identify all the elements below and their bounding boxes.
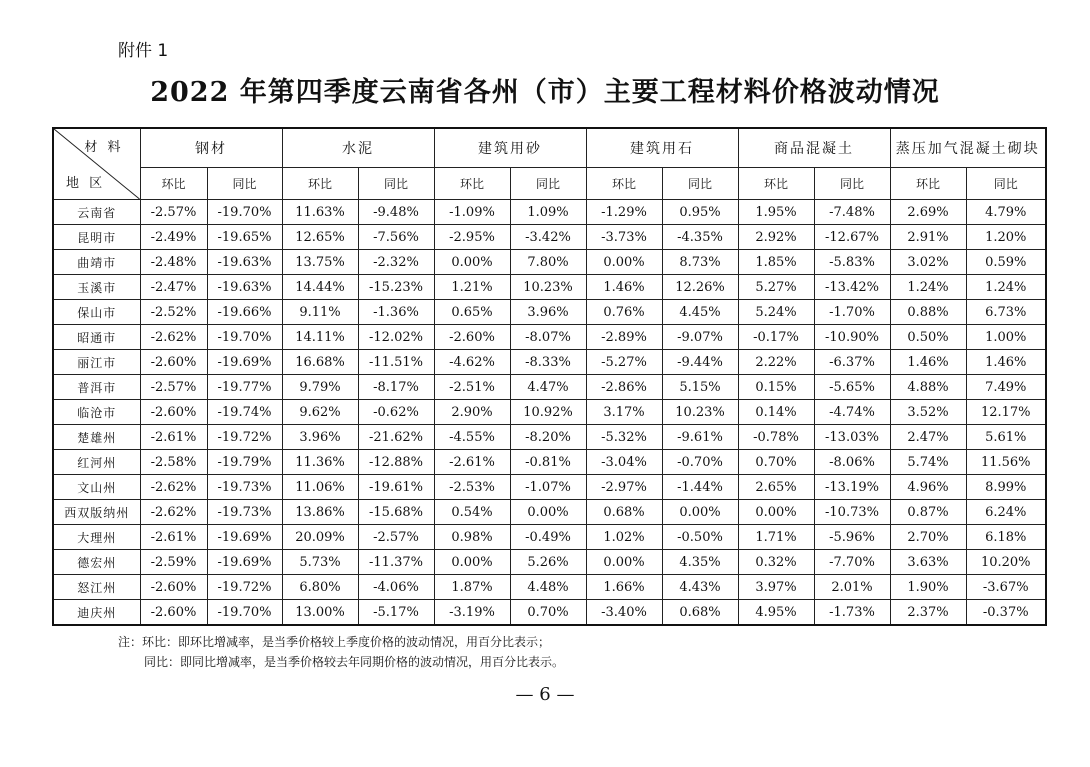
yoy-value-cell: -2.32% — [358, 250, 434, 275]
yoy-value-cell: 6.18% — [966, 525, 1046, 550]
mom-value-cell: 1.02% — [586, 525, 662, 550]
corner-material-label: 材 料 — [84, 140, 124, 155]
mom-value-cell: 11.63% — [282, 200, 358, 225]
mom-value-cell: 0.00% — [434, 250, 510, 275]
yoy-value-cell: 6.73% — [966, 300, 1046, 325]
table-row — [53, 550, 1046, 575]
yoy-value-cell: 6.24% — [966, 500, 1046, 525]
yoy-value-cell: -5.17% — [358, 600, 434, 626]
yoy-value-cell: 8.99% — [966, 475, 1046, 500]
mom-value-cell: -0.17% — [738, 325, 814, 350]
mom-value-cell: -2.60% — [140, 575, 207, 600]
mom-value-cell: -2.57% — [140, 375, 207, 400]
region-cell: 红河州 — [53, 450, 140, 475]
yoy-value-cell: -7.48% — [814, 200, 890, 225]
region-cell: 昭通市 — [53, 325, 140, 350]
mom-value-cell: 9.11% — [282, 300, 358, 325]
mom-value-cell: -2.97% — [586, 475, 662, 500]
subheader-yoy: 同比 — [966, 168, 1046, 200]
yoy-value-cell: -21.62% — [358, 425, 434, 450]
yoy-value-cell: -11.37% — [358, 550, 434, 575]
mom-value-cell: 1.71% — [738, 525, 814, 550]
region-cell: 西双版纳州 — [53, 500, 140, 525]
mom-value-cell: -2.86% — [586, 375, 662, 400]
mom-value-cell: 1.66% — [586, 575, 662, 600]
yoy-value-cell: -7.70% — [814, 550, 890, 575]
subheader-mom: 环比 — [738, 168, 814, 200]
table-row — [53, 350, 1046, 375]
table-row — [53, 250, 1046, 275]
mom-value-cell: -4.62% — [434, 350, 510, 375]
mom-value-cell: 1.87% — [434, 575, 510, 600]
region-cell: 丽江市 — [53, 350, 140, 375]
mom-value-cell: 1.95% — [738, 200, 814, 225]
mom-value-cell: 3.02% — [890, 250, 966, 275]
yoy-value-cell: 0.59% — [966, 250, 1046, 275]
corner-header — [53, 128, 140, 200]
mom-value-cell: 14.44% — [282, 275, 358, 300]
yoy-value-cell: -1.44% — [662, 475, 738, 500]
yoy-value-cell: -12.88% — [358, 450, 434, 475]
mom-value-cell: 5.27% — [738, 275, 814, 300]
mom-value-cell: 0.14% — [738, 400, 814, 425]
subheader-yoy: 同比 — [358, 168, 434, 200]
mom-value-cell: 13.00% — [282, 600, 358, 626]
yoy-value-cell: -0.81% — [510, 450, 586, 475]
yoy-value-cell: -0.50% — [662, 525, 738, 550]
yoy-value-cell: -0.49% — [510, 525, 586, 550]
mom-value-cell: 1.46% — [586, 275, 662, 300]
yoy-value-cell: -19.70% — [207, 325, 282, 350]
price-fluctuation-table — [52, 127, 1047, 626]
mom-value-cell: -4.55% — [434, 425, 510, 450]
yoy-value-cell: -1.07% — [510, 475, 586, 500]
material-header-cement: 水泥 — [282, 128, 434, 168]
mom-value-cell: -2.59% — [140, 550, 207, 575]
yoy-value-cell: -19.63% — [207, 275, 282, 300]
mom-value-cell: 4.88% — [890, 375, 966, 400]
yoy-value-cell: -1.73% — [814, 600, 890, 626]
yoy-value-cell: -19.73% — [207, 500, 282, 525]
mom-value-cell: 0.87% — [890, 500, 966, 525]
mom-value-cell: 1.46% — [890, 350, 966, 375]
yoy-value-cell: -0.62% — [358, 400, 434, 425]
yoy-value-cell: -8.06% — [814, 450, 890, 475]
yoy-value-cell: -19.72% — [207, 425, 282, 450]
mom-value-cell: -2.48% — [140, 250, 207, 275]
yoy-value-cell: -1.36% — [358, 300, 434, 325]
yoy-value-cell: -19.69% — [207, 525, 282, 550]
corner-region-label: 地 区 — [66, 176, 106, 191]
yoy-value-cell: -19.63% — [207, 250, 282, 275]
mom-value-cell: -3.04% — [586, 450, 662, 475]
table-row — [53, 450, 1046, 475]
yoy-value-cell: 3.96% — [510, 300, 586, 325]
mom-value-cell: -2.60% — [140, 600, 207, 626]
mom-value-cell: 14.11% — [282, 325, 358, 350]
yoy-value-cell: -19.77% — [207, 375, 282, 400]
yoy-value-cell: -0.37% — [966, 600, 1046, 626]
mom-value-cell: 0.00% — [738, 500, 814, 525]
subheader-yoy: 同比 — [207, 168, 282, 200]
yoy-value-cell: 1.00% — [966, 325, 1046, 350]
subheader-mom: 环比 — [890, 168, 966, 200]
mom-value-cell: 5.24% — [738, 300, 814, 325]
yoy-value-cell: 4.43% — [662, 575, 738, 600]
mom-value-cell: 2.69% — [890, 200, 966, 225]
mom-value-cell: 2.65% — [738, 475, 814, 500]
mom-value-cell: 1.90% — [890, 575, 966, 600]
yoy-value-cell: -19.69% — [207, 550, 282, 575]
yoy-value-cell: 1.24% — [966, 275, 1046, 300]
table-row — [53, 425, 1046, 450]
table-row — [53, 200, 1046, 225]
mom-value-cell: 3.17% — [586, 400, 662, 425]
yoy-value-cell: 4.48% — [510, 575, 586, 600]
table-row — [53, 400, 1046, 425]
mom-value-cell: -2.60% — [140, 400, 207, 425]
mom-value-cell: 0.98% — [434, 525, 510, 550]
mom-value-cell: 3.96% — [282, 425, 358, 450]
yoy-value-cell: -4.74% — [814, 400, 890, 425]
document-title: 2022 年第四季度云南省各州（市）主要工程材料价格波动情况 — [150, 77, 940, 108]
yoy-value-cell: -19.73% — [207, 475, 282, 500]
yoy-value-cell: -3.42% — [510, 225, 586, 250]
yoy-value-cell: -4.35% — [662, 225, 738, 250]
yoy-value-cell: -19.74% — [207, 400, 282, 425]
region-cell: 玉溪市 — [53, 275, 140, 300]
yoy-value-cell: -9.44% — [662, 350, 738, 375]
mom-value-cell: 1.21% — [434, 275, 510, 300]
mom-value-cell: -2.95% — [434, 225, 510, 250]
table-row — [53, 300, 1046, 325]
mom-value-cell: -5.27% — [586, 350, 662, 375]
yoy-value-cell: 7.49% — [966, 375, 1046, 400]
mom-value-cell: 2.90% — [434, 400, 510, 425]
mom-value-cell: -2.51% — [434, 375, 510, 400]
yoy-value-cell: -19.61% — [358, 475, 434, 500]
yoy-value-cell: -5.96% — [814, 525, 890, 550]
mom-value-cell: -2.61% — [140, 425, 207, 450]
yoy-value-cell: 0.95% — [662, 200, 738, 225]
mom-value-cell: 2.22% — [738, 350, 814, 375]
yoy-value-cell: 10.20% — [966, 550, 1046, 575]
yoy-value-cell: 10.23% — [662, 400, 738, 425]
mom-value-cell: 2.47% — [890, 425, 966, 450]
material-header-stone: 建筑用石 — [586, 128, 738, 168]
yoy-value-cell: 2.01% — [814, 575, 890, 600]
mom-value-cell: 0.00% — [586, 250, 662, 275]
yoy-value-cell: -10.73% — [814, 500, 890, 525]
mom-value-cell: 1.24% — [890, 275, 966, 300]
yoy-value-cell: -9.07% — [662, 325, 738, 350]
mom-value-cell: 20.09% — [282, 525, 358, 550]
table-row — [53, 325, 1046, 350]
mom-value-cell: -2.52% — [140, 300, 207, 325]
mom-value-cell: -3.73% — [586, 225, 662, 250]
yoy-value-cell: 0.70% — [510, 600, 586, 626]
yoy-value-cell: -9.48% — [358, 200, 434, 225]
material-header-sand: 建筑用砂 — [434, 128, 586, 168]
yoy-value-cell: -9.61% — [662, 425, 738, 450]
mom-value-cell: 9.62% — [282, 400, 358, 425]
material-header-concrete: 商品混凝土 — [738, 128, 890, 168]
yoy-value-cell: -19.72% — [207, 575, 282, 600]
table-row — [53, 575, 1046, 600]
yoy-value-cell: -15.23% — [358, 275, 434, 300]
yoy-value-cell: -2.57% — [358, 525, 434, 550]
yoy-value-cell: -1.70% — [814, 300, 890, 325]
mom-value-cell: 3.52% — [890, 400, 966, 425]
mom-value-cell: 11.06% — [282, 475, 358, 500]
table-row — [53, 375, 1046, 400]
table-row — [53, 525, 1046, 550]
yoy-value-cell: 5.26% — [510, 550, 586, 575]
yoy-value-cell: -15.68% — [358, 500, 434, 525]
mom-value-cell: -5.32% — [586, 425, 662, 450]
mom-value-cell: 0.00% — [586, 550, 662, 575]
mom-value-cell: 3.63% — [890, 550, 966, 575]
yoy-value-cell: 10.92% — [510, 400, 586, 425]
mom-value-cell: 13.75% — [282, 250, 358, 275]
mom-value-cell: -1.29% — [586, 200, 662, 225]
table-row — [53, 225, 1046, 250]
mom-value-cell: -1.09% — [434, 200, 510, 225]
yoy-value-cell: -13.42% — [814, 275, 890, 300]
subheader-yoy: 同比 — [510, 168, 586, 200]
yoy-value-cell: 4.35% — [662, 550, 738, 575]
mom-value-cell: 12.65% — [282, 225, 358, 250]
table-row — [53, 475, 1046, 500]
subheader-mom: 环比 — [282, 168, 358, 200]
mom-value-cell: 0.15% — [738, 375, 814, 400]
subheader-mom: 环比 — [140, 168, 207, 200]
footnote-mom: 注：环比：即环比增减率，是当季价格较上季度价格的波动情况，用百分比表示； — [118, 635, 551, 649]
yoy-value-cell: -19.66% — [207, 300, 282, 325]
subheader-yoy: 同比 — [662, 168, 738, 200]
yoy-value-cell: -10.90% — [814, 325, 890, 350]
yoy-value-cell: 4.45% — [662, 300, 738, 325]
yoy-value-cell: 10.23% — [510, 275, 586, 300]
yoy-value-cell: 12.26% — [662, 275, 738, 300]
yoy-value-cell: 1.46% — [966, 350, 1046, 375]
mom-value-cell: -2.62% — [140, 475, 207, 500]
mom-value-cell: 4.95% — [738, 600, 814, 626]
yoy-value-cell: 11.56% — [966, 450, 1046, 475]
yoy-value-cell: 4.47% — [510, 375, 586, 400]
yoy-value-cell: -12.67% — [814, 225, 890, 250]
yoy-value-cell: -4.06% — [358, 575, 434, 600]
yoy-value-cell: -8.07% — [510, 325, 586, 350]
yoy-value-cell: 12.17% — [966, 400, 1046, 425]
mom-value-cell: 0.65% — [434, 300, 510, 325]
table-row — [53, 500, 1046, 525]
mom-value-cell: 0.50% — [890, 325, 966, 350]
yoy-value-cell: 5.61% — [966, 425, 1046, 450]
yoy-value-cell: -19.70% — [207, 600, 282, 626]
yoy-value-cell: 8.73% — [662, 250, 738, 275]
mom-value-cell: 16.68% — [282, 350, 358, 375]
yoy-value-cell: -13.19% — [814, 475, 890, 500]
yoy-value-cell: -19.79% — [207, 450, 282, 475]
mom-value-cell: -2.53% — [434, 475, 510, 500]
material-header-steel: 钢材 — [140, 128, 282, 168]
footnote-yoy: 同比：即同比增减率，是当季价格较去年同期价格的波动情况，用百分比表示。 — [144, 655, 565, 669]
region-cell: 保山市 — [53, 300, 140, 325]
mom-value-cell: -3.40% — [586, 600, 662, 626]
mom-value-cell: 0.54% — [434, 500, 510, 525]
mom-value-cell: 0.68% — [586, 500, 662, 525]
mom-value-cell: 11.36% — [282, 450, 358, 475]
table-row — [53, 600, 1046, 626]
yoy-value-cell: -5.83% — [814, 250, 890, 275]
region-cell: 德宏州 — [53, 550, 140, 575]
mom-value-cell: 2.70% — [890, 525, 966, 550]
region-cell: 迪庆州 — [53, 600, 140, 626]
mom-value-cell: 4.96% — [890, 475, 966, 500]
mom-value-cell: 0.88% — [890, 300, 966, 325]
yoy-value-cell: 1.09% — [510, 200, 586, 225]
yoy-value-cell: 4.79% — [966, 200, 1046, 225]
yoy-value-cell: 0.68% — [662, 600, 738, 626]
yoy-value-cell: 0.00% — [662, 500, 738, 525]
page-number: — 6 — — [515, 684, 575, 705]
mom-value-cell: 13.86% — [282, 500, 358, 525]
yoy-value-cell: -11.51% — [358, 350, 434, 375]
yoy-value-cell: -13.03% — [814, 425, 890, 450]
region-cell: 普洱市 — [53, 375, 140, 400]
mom-value-cell: 2.92% — [738, 225, 814, 250]
mom-value-cell: -3.19% — [434, 600, 510, 626]
mom-value-cell: 3.97% — [738, 575, 814, 600]
mom-value-cell: -2.61% — [434, 450, 510, 475]
mom-value-cell: 2.37% — [890, 600, 966, 626]
yoy-value-cell: -6.37% — [814, 350, 890, 375]
footnotes — [118, 632, 564, 672]
region-cell: 文山州 — [53, 475, 140, 500]
mom-value-cell: 0.76% — [586, 300, 662, 325]
region-cell: 临沧市 — [53, 400, 140, 425]
subheader-mom: 环比 — [586, 168, 662, 200]
yoy-value-cell: -19.70% — [207, 200, 282, 225]
mom-value-cell: 1.85% — [738, 250, 814, 275]
mom-value-cell: -2.60% — [140, 350, 207, 375]
yoy-value-cell: -8.33% — [510, 350, 586, 375]
mom-value-cell: 5.73% — [282, 550, 358, 575]
mom-value-cell: -2.57% — [140, 200, 207, 225]
mom-value-cell: -2.60% — [434, 325, 510, 350]
yoy-value-cell: -19.69% — [207, 350, 282, 375]
yoy-value-cell: -0.70% — [662, 450, 738, 475]
yoy-value-cell: -7.56% — [358, 225, 434, 250]
region-cell: 昆明市 — [53, 225, 140, 250]
material-header-aerated-block: 蒸压加气混凝土砌块 — [890, 128, 1046, 168]
mom-value-cell: -2.62% — [140, 325, 207, 350]
mom-value-cell: -0.78% — [738, 425, 814, 450]
yoy-value-cell: -3.67% — [966, 575, 1046, 600]
mom-value-cell: -2.58% — [140, 450, 207, 475]
mom-value-cell: 9.79% — [282, 375, 358, 400]
region-cell: 曲靖市 — [53, 250, 140, 275]
mom-value-cell: 5.74% — [890, 450, 966, 475]
subheader-mom: 环比 — [434, 168, 510, 200]
yoy-value-cell: -12.02% — [358, 325, 434, 350]
yoy-value-cell: -8.20% — [510, 425, 586, 450]
attachment-label: 附件 1 — [118, 41, 169, 61]
yoy-value-cell: -5.65% — [814, 375, 890, 400]
region-cell: 云南省 — [53, 200, 140, 225]
mom-value-cell: -2.89% — [586, 325, 662, 350]
yoy-value-cell: -19.65% — [207, 225, 282, 250]
region-cell: 大理州 — [53, 525, 140, 550]
mom-value-cell: -2.61% — [140, 525, 207, 550]
mom-value-cell: -2.62% — [140, 500, 207, 525]
mom-value-cell: -2.49% — [140, 225, 207, 250]
yoy-value-cell: 1.20% — [966, 225, 1046, 250]
region-cell: 怒江州 — [53, 575, 140, 600]
yoy-value-cell: 7.80% — [510, 250, 586, 275]
mom-value-cell: 2.91% — [890, 225, 966, 250]
mom-value-cell: 6.80% — [282, 575, 358, 600]
table-row — [53, 275, 1046, 300]
mom-value-cell: -2.47% — [140, 275, 207, 300]
mom-value-cell: 0.00% — [434, 550, 510, 575]
mom-value-cell: 0.32% — [738, 550, 814, 575]
yoy-value-cell: -8.17% — [358, 375, 434, 400]
mom-value-cell: 0.70% — [738, 450, 814, 475]
yoy-value-cell: 5.15% — [662, 375, 738, 400]
yoy-value-cell: 0.00% — [510, 500, 586, 525]
subheader-yoy: 同比 — [814, 168, 890, 200]
region-cell: 楚雄州 — [53, 425, 140, 450]
